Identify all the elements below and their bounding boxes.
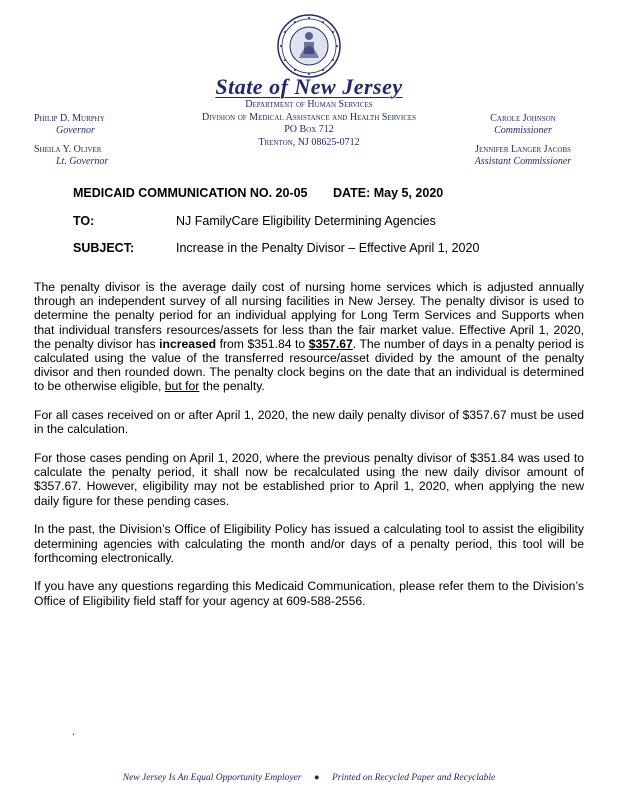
- to-value: NJ FamilyCare Eligibility Determining Agencies: [176, 214, 436, 228]
- new-divisor-amount: $357.67: [308, 336, 353, 351]
- commissioner-title: Commissioner: [494, 124, 552, 136]
- communication-header: [73, 186, 573, 200]
- communication-date: DATE: May 5, 2020: [333, 186, 444, 200]
- division-name: Division of Medical Assistance and Health Services: [201, 111, 417, 123]
- lt-governor-title: Lt. Governor: [56, 155, 109, 167]
- commissioner-name: Carole Johnson: [490, 113, 556, 124]
- city-address: Trenton, NJ 08625-0712: [258, 136, 360, 148]
- paragraph-5: If you have any questions regarding this Medicaid Communication, please refer them to the Division’s Office of Eligibility field staff for your agency at 609-588-2556.: [34, 579, 584, 608]
- increased-emphasis: increased: [159, 336, 217, 351]
- subject-label: SUBJECT:: [73, 241, 135, 255]
- governor-name: Philip D. Murphy: [34, 113, 105, 124]
- governor-block: [34, 113, 164, 167]
- nj-state-seal-icon: [277, 14, 341, 78]
- subject-value: Increase in the Penalty Divisor – Effective April 1, 2020: [176, 241, 480, 255]
- footer-recycled: Printed on Recycled Paper and Recyclable: [331, 773, 496, 783]
- but-for-emphasis: but for: [164, 379, 200, 394]
- commissioner-block: [438, 113, 608, 167]
- footer-bullet-icon: ●: [313, 773, 320, 783]
- paragraph-3: For those cases pending on April 1, 2020, where the previous penalty divisor of $351.84 was used to calculate the penalty period, it shall now be recalculated using the new daily divisor amount of $357.67. However, eligibility may not be established prior to April 1, 2020, when applying the new daily figure for these pending cases.: [34, 451, 584, 508]
- lt-governor-name: Sheila Y. Oliver: [34, 144, 102, 155]
- paragraph-2: For all cases received on or after April 1, 2020, the new daily penalty divisor of $357.67 must be used in the calculation.: [34, 408, 584, 437]
- stray-mark: .: [72, 726, 76, 738]
- agency-address-block: [159, 99, 459, 149]
- paragraph-4: In the past, the Division’s Office of Eligibility Policy has issued a calculating tool to assist the eligibility determining agencies with calculating the month and/or days of a penalty period, this tool will be forthcoming electronically.: [34, 522, 584, 565]
- paragraph-1: The penalty divisor is the average daily cost of nursing home services which is adjusted annually through an independent survey of all nursing facilities in New Jersey. The penalty divisor is used to determine the penalty period for an individual applying for Long Term Services and Supports when that individual transfers resources/assets for less than the fair market value. Effective April 1, 2020, the penalty divisor has increased from $351.84 to $357.67. The number of days in a penalty period is calculated using the value of the transferred resource/asset divided by the amount of the penalty divisor and then rounded down. The penalty clock begins on the date that an individual is determined to be otherwise eligible, but for the penalty.: [34, 280, 585, 394]
- asst-commissioner-name: Jennifer Langer Jacobs: [475, 144, 571, 155]
- page-footer: [0, 773, 618, 783]
- asst-commissioner-title: Assistant Commissioner: [474, 155, 572, 167]
- governor-title: Governor: [56, 124, 95, 136]
- department-name: Department of Human Services: [245, 99, 373, 110]
- po-box: PO Box 712: [284, 124, 334, 135]
- memo-body: [34, 280, 584, 622]
- footer-eoe: New Jersey Is An Equal Opportunity Employer: [122, 773, 302, 783]
- to-label: TO:: [73, 214, 95, 228]
- state-title: State of New Jersey: [215, 74, 403, 99]
- communication-number: MEDICAID COMMUNICATION NO. 20-05: [73, 186, 308, 200]
